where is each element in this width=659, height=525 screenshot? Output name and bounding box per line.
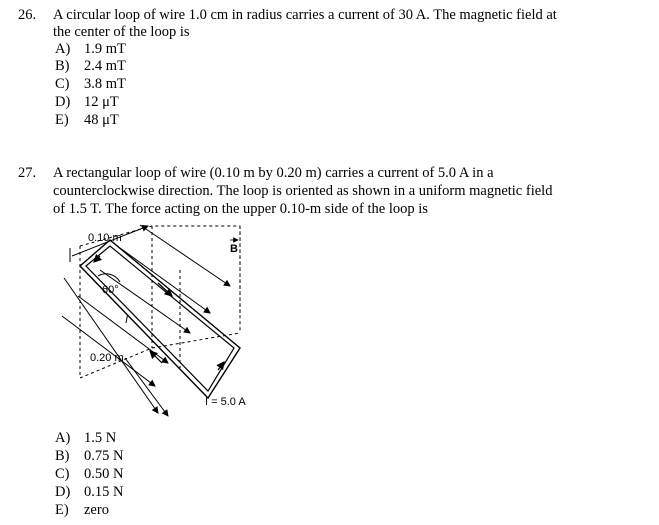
option-text: 0.75 N [84,448,124,464]
option-letter: B) [55,448,70,464]
label-current-symbol: I [125,314,129,326]
option-letter: E) [55,112,69,128]
option-text: 0.15 N [84,484,124,500]
option-text: 48 μT [84,112,119,128]
option-text: 0.50 N [84,466,124,482]
option-letter: B) [55,58,70,74]
label-top-side: 0.10 m [88,232,122,244]
angle-arc [98,274,120,282]
option-letter: D) [55,94,71,110]
option-letter: D) [55,484,71,500]
option-text: 1.5 N [84,430,117,446]
question-number: 27. [18,165,37,181]
label-angle: 60° [102,284,119,296]
figure-svg [40,218,300,423]
loop-in-field-figure [40,218,300,423]
label-long-side: 0.20 m [90,352,124,364]
option-letter: C) [55,76,70,92]
question-stem-line: the center of the loop is [53,24,190,40]
question-stem-line: of 1.5 T. The force acting on the upper 0.10-m side of the loop is [53,201,428,217]
option-text: 1.9 mT [84,41,126,57]
option-letter: A) [55,41,71,57]
question-stem-line: A rectangular loop of wire (0.10 m by 0.20 m) carries a current of 5.0 A in a [53,165,494,181]
question-stem-line: counterclockwise direction. The loop is oriented as shown in a uniform magnetic field [53,183,553,199]
option-letter: C) [55,466,70,482]
option-letter: E) [55,502,69,518]
option-text: 2.4 mT [84,58,126,74]
question-number: 26. [18,7,37,23]
question-stem-line: A circular loop of wire 1.0 cm in radius carries a current of 30 A. The magnetic field at [53,7,557,23]
option-text: zero [84,502,109,518]
label-current-value: I = 5.0 A [205,396,246,408]
option-text: 3.8 mT [84,76,126,92]
option-text: 12 μT [84,94,119,110]
option-letter: A) [55,430,71,446]
label-field: B [230,243,238,255]
wire-loop [80,240,240,398]
